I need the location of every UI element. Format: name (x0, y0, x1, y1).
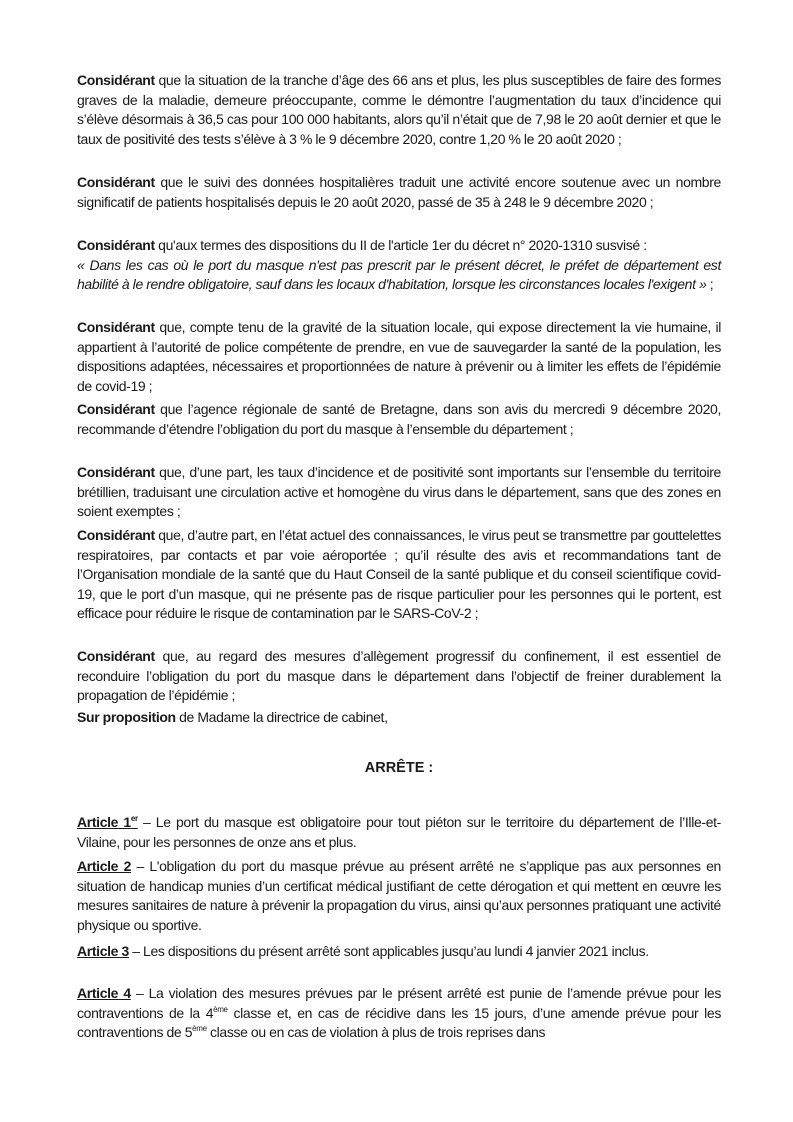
considerant-text: que, d’autre part, en l’état actuel des connaissances, le virus peut se transmettre par gouttelettes respiratoires, par contacts et par voie aéroportée ; qu’il résulte des avis et recommandations tant de l’Organisation mondiale de la santé que du Haut Conseil de la santé publique et du conseil scientifique covid-19, que le port d’un masque, qui ne présente pas de risque particulier pour les personnes qui le portent, est efficace pour réduire le risque de contamination par le SARS-CoV-2 ; (77, 527, 721, 622)
considerant-paragraph (77, 318, 721, 396)
article-text: classe et, en cas de récidive dans les 15 jours, d’une amende prévue pour les contraventions de 5 (77, 1004, 721, 1041)
article-paragraph (77, 942, 721, 962)
considerant-text: qu'aux termes des dispositions du II de l'article 1er du décret n° 2020-1310 susvisé : (154, 237, 647, 253)
article-label: Article 4 (77, 985, 131, 1001)
considerant-text: que l’agence régionale de santé de Bretagne, dans son avis du mercredi 9 décembre 2020, recommande d’étendre l’obligation du port du masque à l’ensemble du département ; (77, 401, 721, 437)
considerant-text: que, au regard des mesures d’allègement progressif du confinement, il est essentiel de reconduire l’obligation du port du masque dans le département dans l’objectif de freiner durablement la propagation de l’épidémie ; (77, 648, 721, 704)
considerant-lead: Considérant (77, 464, 155, 480)
proposition-lead: Sur proposition (77, 709, 176, 725)
article-paragraph (77, 813, 721, 852)
considerant-lead: Considérant (77, 174, 155, 190)
ordinal-superscript: ème (192, 1024, 207, 1034)
article-label (77, 814, 138, 830)
considerant-text: que, compte tenu de la gravité de la situation locale, qui expose directement la vie humaine, il appartient à l’autorité de police compétente de prendre, en vue de sauvegarder la santé de la population, les dispositions adaptées, nécessaires et proportionnées de nature à prévenir ou à limiter les effets de l’épidémie de covid-19 ; (77, 319, 721, 394)
article-paragraph (77, 984, 721, 1043)
considerant-paragraph (77, 647, 721, 706)
proposition-text: de Madame la directrice de cabinet, (175, 709, 388, 725)
decree-quote: « Dans les cas où le port du masque n'est pas prescrit par le présent décret, le préfet de département est habilité à le rendre obligatoire, sauf dans les locaux d'habitation, lorsque les circonstances locales l'exigent » (77, 256, 721, 293)
considerant-paragraph (77, 71, 721, 149)
article-text: – Le port du masque est obligatoire pour tout piéton sur le territoire du département de l’Ille-et-Vilaine, pour les personnes de onze ans et plus. (77, 814, 721, 850)
considerant-lead: Considérant (77, 72, 155, 88)
considerant-paragraph (77, 526, 721, 624)
considerant-text: que le suivi des données hospitalières traduit une activité encore soutenue avec un nombre significatif de patients hospitalisés depuis le 20 août 2020, passé de 35 à 248 le 9 décembre 2020 ; (77, 174, 721, 210)
article-text: – La violation des mesures prévues par le présent arrêté est punie de l’amende prévue pour les contraventions de la 4 (77, 985, 722, 1021)
considerant-text: que, d’une part, les taux d’incidence et de positivité sont importants sur l’ensemble du territoire brétillien, traduisant une circulation active et homogène du virus dans le département, sans que des zones en soient exemptes ; (77, 464, 721, 520)
article-label: Article 3 (77, 943, 129, 959)
article-label: Article 2 (77, 858, 132, 874)
considerant-lead: Considérant (77, 319, 155, 335)
ordinal-superscript: ème (213, 1004, 228, 1014)
considerant-paragraph (77, 173, 721, 212)
article-superscript: er (130, 814, 138, 823)
article-paragraph (77, 857, 721, 935)
considerant-lead: Considérant (77, 401, 155, 417)
considerant-lead: Considérant (77, 527, 155, 543)
considerant-lead: Considérant (77, 237, 155, 253)
arrete-title: ARRÊTE : (364, 760, 434, 776)
considerant-paragraph (77, 463, 721, 522)
considerant-paragraph (77, 400, 721, 439)
article-label-text: Article 1 (77, 814, 131, 830)
considerant-tail: ; (706, 276, 714, 293)
article-text: – L'obligation du port du masque prévue au présent arrêté ne s’applique pas aux personnes en situation de handicap munies d’un certificat médical justifiant de cette dérogation et qui mettent en œuvre les mesures sanitaires de nature à prévenir la propagation du virus, ainsi qu’aux personnes pratiquant une activité physique ou sportive. (77, 858, 721, 933)
considerant-paragraph (77, 236, 721, 295)
article-text: – Les dispositions du présent arrêté sont applicables jusqu’au lundi 4 janvier 2021 inclus. (128, 943, 649, 959)
considerant-text: que la situation de la tranche d’âge des 66 ans et plus, les plus susceptibles de faire des formes graves de la maladie, demeure préoccupante, comme le démontre l’augmentation du taux d’incidence qui s’élève désormais à 36,5 cas pour 100 000 habitants, alors qu’il n’était que de 7,98 le 20 août dernier et que le taux de positivité des tests s’élève à 3 % le 9 décembre 2020, contre 1,20 % le 20 août 2020 ; (77, 72, 721, 147)
proposition-paragraph (77, 708, 721, 728)
article-text: classe ou en cas de violation à plus de trois reprises dans (206, 1024, 546, 1041)
considerant-lead: Considérant (77, 648, 155, 664)
